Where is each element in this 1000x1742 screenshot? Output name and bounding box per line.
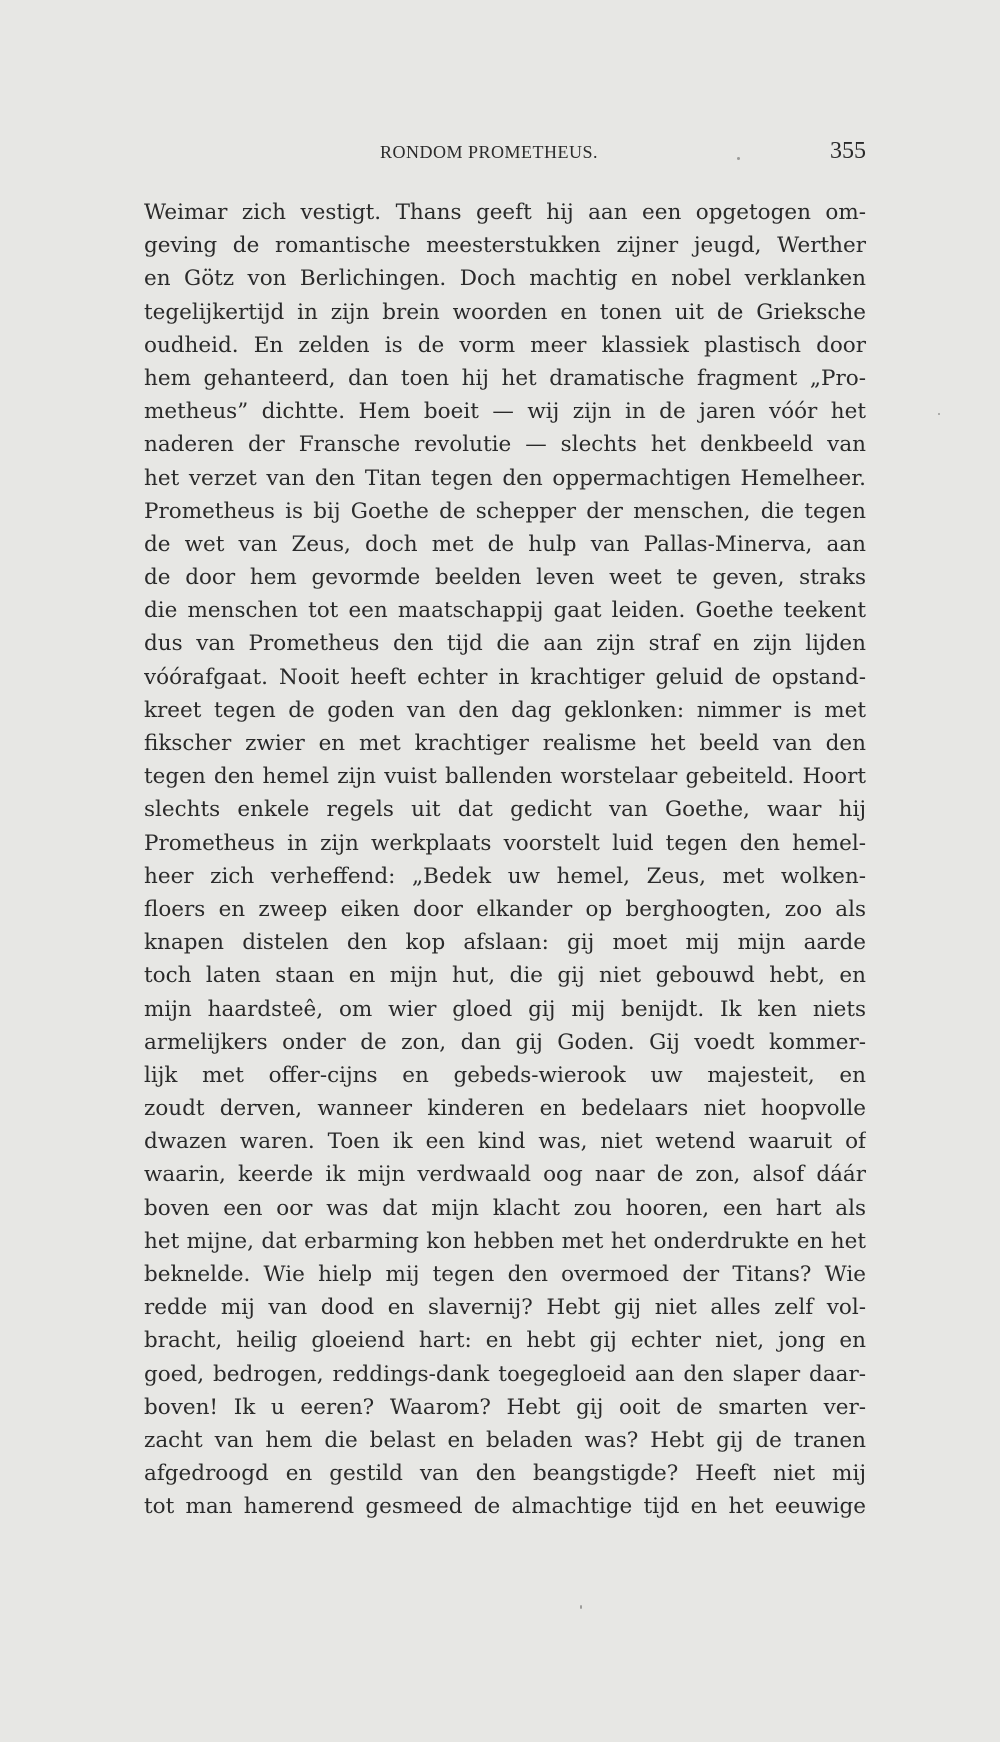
text-line: armelijkers onder de zon, dan gij Goden. Gij voedt kommer- — [144, 1029, 866, 1055]
paper-speck — [580, 1605, 582, 1609]
text-line: beknelde. Wie hielp mij tegen den overmoed der Titans? Wie — [144, 1262, 866, 1287]
text-line: het mijne, dat erbarming kon hebben met het onderdrukte en het — [144, 1228, 866, 1254]
paper-speck — [737, 157, 740, 160]
text-line: afgedroogd en gestild van den beangstigde? Heeft niet mij — [144, 1461, 866, 1487]
text-line: bracht, heilig gloeiend hart: en hebt gij echter niet, jong en — [144, 1328, 866, 1354]
page-number: 355 — [830, 138, 866, 164]
text-line: slechts enkele regels uit dat gedicht van Goethe, waar hij — [144, 797, 866, 823]
text-line: tegen den hemel zijn vuist ballenden worstelaar gebeiteld. Hoort — [144, 764, 866, 790]
text-line: zoudt derven, wanneer kinderen en bedelaars niet hoopvolle — [144, 1096, 866, 1122]
text-line: redde mij van dood en slavernij? Hebt gij niet alles zelf vol- — [144, 1295, 866, 1321]
text-line: tot man hamerend gesmeed de almachtige tijd en het eeuwige — [144, 1494, 866, 1520]
text-line: zacht van hem die belast en beladen was? Hebt gij de tranen — [144, 1427, 866, 1453]
text-line: Weimar zich vestigt. Thans geeft hij aan een opgetogen om- — [144, 200, 866, 225]
text-line: en Götz von Berlichingen. Doch machtig en nobel verklanken — [144, 266, 866, 292]
running-header — [144, 138, 866, 178]
text-line: naderen der Fransche revolutie — slechts het denkbeeld van — [144, 432, 866, 458]
text-line: vóórafgaat. Nooit heeft echter in krachtiger geluid de opstand- — [144, 664, 866, 690]
text-line: floers en zweep eiken door elkander op berghoogten, zoo als — [144, 896, 866, 922]
text-line: de wet van Zeus, doch met de hulp van Pallas-Minerva, aan — [144, 531, 866, 557]
text-line: dus van Prometheus den tijd die aan zijn straf en zijn lijden — [144, 631, 866, 657]
text-line: hem gehanteerd, dan toen hij het dramatische fragment „Pro- — [144, 365, 866, 391]
text-line: toch laten staan en mijn hut, die gij niet gebouwd hebt, en — [144, 963, 866, 989]
text-line: heer zich verheffend: „Bedek uw hemel, Zeus, met wolken- — [144, 863, 866, 889]
text-line: oudheid. En zelden is de vorm meer klassiek plastisch door — [144, 332, 866, 358]
text-line: kreet tegen de goden van den dag geklonken: nimmer is met — [144, 697, 866, 723]
paper-speck — [938, 413, 940, 415]
text-line: metheus” dichtte. Hem boeit — wij zijn in de jaren vóór het — [144, 399, 866, 425]
text-line: tegelijkertijd in zijn brein woorden en tonen uit de Grieksche — [144, 299, 866, 325]
text-line: mijn haardsteê, om wier gloed gij mij benijdt. Ik ken niets — [144, 996, 866, 1022]
text-line: fikscher zwier en met krachtiger realisme het beeld van den — [144, 731, 866, 756]
text-line: de door hem gevormde beelden leven weet te geven, straks — [144, 565, 866, 591]
text-line: boven een oor was dat mijn klacht zou hooren, een hart als — [144, 1195, 866, 1221]
text-line: geving de romantische meesterstukken zijner jeugd, Werther — [144, 233, 866, 259]
body-text — [144, 196, 866, 1524]
text-line: goed, bedrogen, reddings-dank toegegloeid aan den slaper daar- — [144, 1361, 866, 1387]
text-line: lijk met offer-cijns en gebeds-wierook uw majesteit, en — [144, 1062, 866, 1088]
text-line: waarin, keerde ik mijn verdwaald oog naar de zon, alsof dáár — [144, 1162, 866, 1188]
text-line: Prometheus is bij Goethe de schepper der menschen, die tegen — [144, 498, 866, 524]
text-line: boven! Ik u eeren? Waarom? Hebt gij ooit de smarten ver- — [144, 1394, 866, 1420]
running-title: RONDOM PROMETHEUS. — [380, 142, 599, 162]
text-line: Prometheus in zijn werkplaats voorstelt luid tegen den hemel- — [144, 830, 866, 856]
text-line: die menschen tot een maatschappij gaat leiden. Goethe teekent — [144, 598, 866, 624]
text-line: knapen distelen den kop afslaan: gij moet mij mijn aarde — [144, 930, 866, 956]
text-line: dwazen waren. Toen ik een kind was, niet wetend waaruit of — [144, 1129, 866, 1155]
text-line: het verzet van den Titan tegen den oppermachtigen Hemelheer. — [144, 465, 866, 491]
